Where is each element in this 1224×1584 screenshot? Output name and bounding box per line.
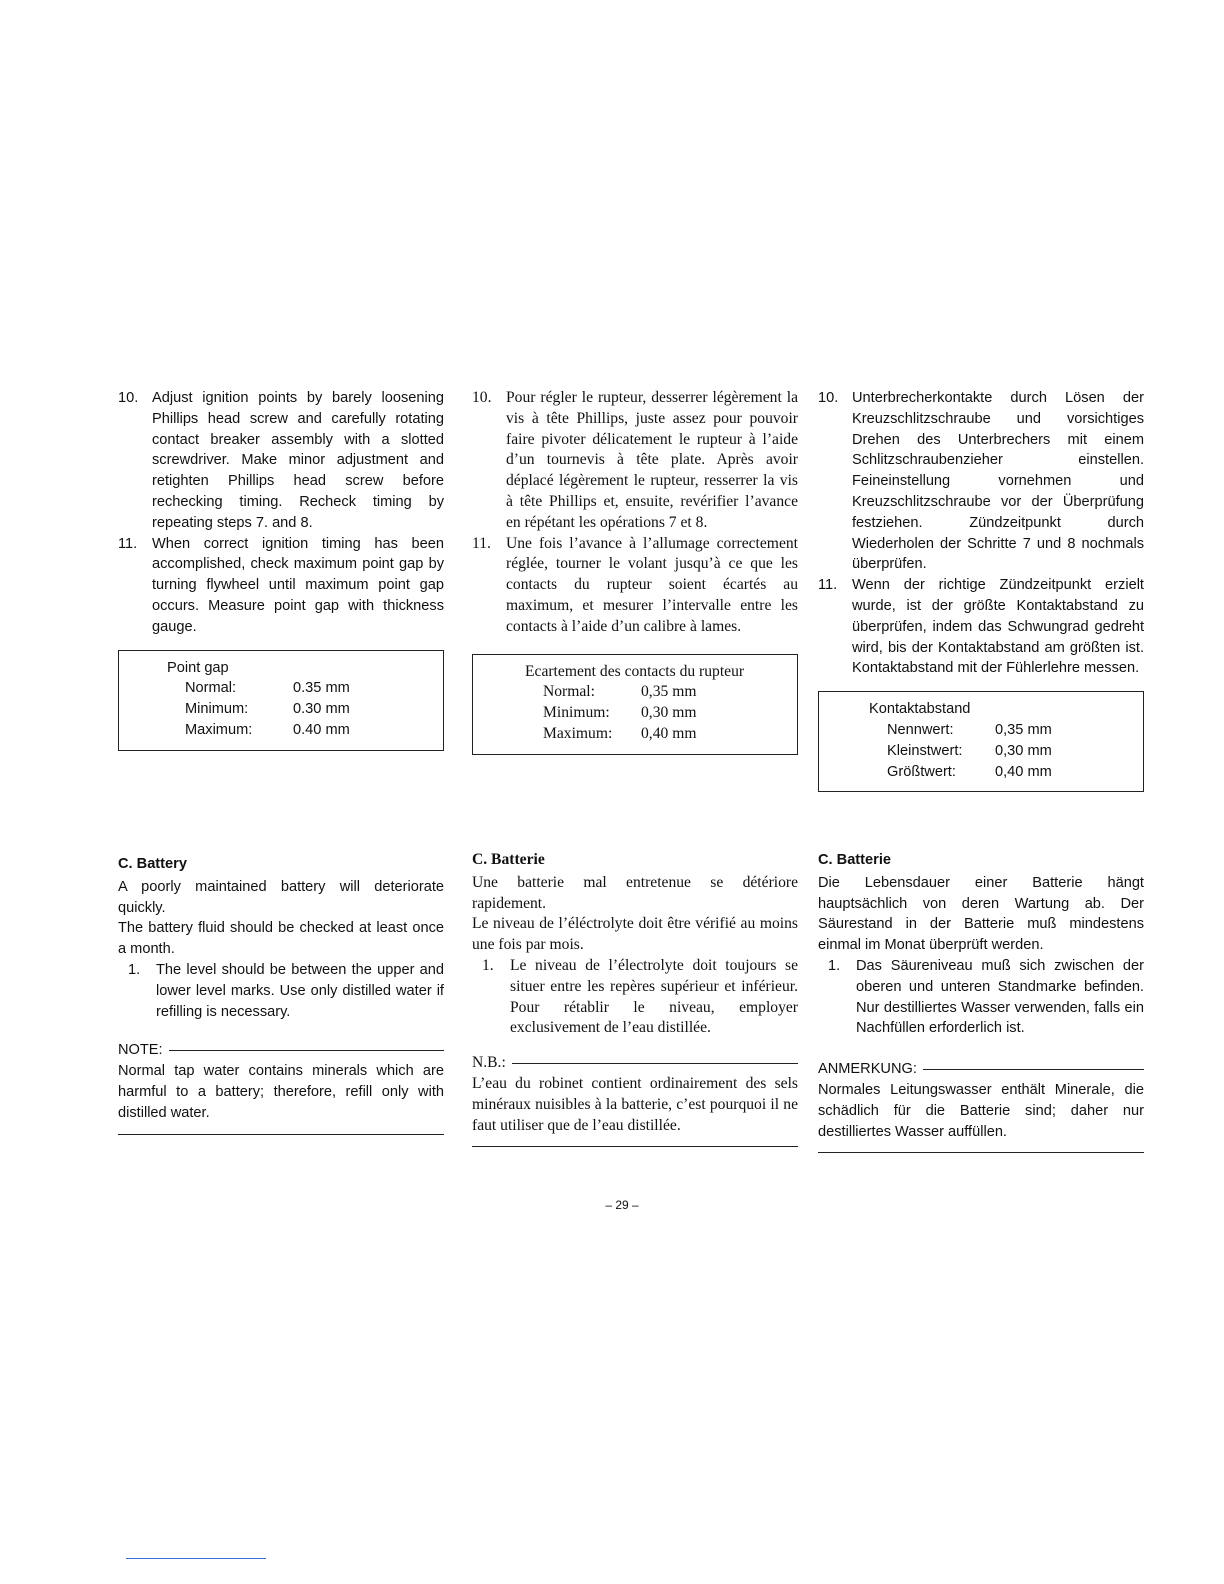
section-title: C. Batterie xyxy=(472,851,545,868)
point-gap-spec-box xyxy=(118,650,444,751)
paragraph: Une batterie mal entretenue se détériore rapidement. xyxy=(472,873,798,912)
spec-row xyxy=(473,682,797,703)
bottom-blue-line xyxy=(126,1558,266,1559)
spec-row xyxy=(819,762,1143,783)
spec-row xyxy=(119,720,443,741)
paragraph: A poorly maintained battery will deteriorate quickly. xyxy=(118,878,444,916)
note-header xyxy=(472,1053,798,1074)
page-number: – 29 – xyxy=(605,1198,639,1212)
substep-1 xyxy=(118,960,444,1022)
step-11 xyxy=(818,575,1144,679)
spec-label: Nennwert: xyxy=(887,721,954,738)
spec-value: 0.40 mm xyxy=(293,721,350,738)
step-number: 10. xyxy=(472,389,492,406)
step-text: When correct ignition timing has been accomplished, check maximum point gap by turning flywheel until maximum point gap occurs. Measure point gap with thickness gauge. xyxy=(152,535,444,635)
substep-text: The level should be between the upper and lower level marks. Use only distilled water if refilling is necessary. xyxy=(156,961,444,1020)
note-block xyxy=(472,1053,798,1147)
step-number: 11. xyxy=(818,577,838,594)
spec-label: Minimum: xyxy=(185,701,249,718)
spec-row xyxy=(473,703,797,724)
step-10 xyxy=(818,388,1144,575)
note-rule xyxy=(923,1069,1144,1070)
substep-text: Le niveau de l’électrolyte doit toujours se situer entre les repères supérieur et inférieur. Pour rétablir le niveau, employer exclusivement de l’eau distillée. xyxy=(510,956,798,1037)
english-column xyxy=(118,388,444,751)
spec-value: 0,35 mm xyxy=(995,721,1052,738)
spec-value: 0,35 mm xyxy=(641,683,697,701)
step-text: Pour régler le rupteur, desserrer légèrement la vis à tête Phillips, juste assez pour pouvoir faire pivoter délicatement le rupteur à l’aide d’un tournevis à tête plate. Après avoir déplacé légèrement le rupteur, resserrer la vis à tête Phillips et, ensuite, revérifier l’avance en répétant les opérations 7 et 8. xyxy=(506,389,798,531)
spec-value: 0.35 mm xyxy=(293,680,350,697)
spec-row xyxy=(819,741,1143,762)
spec-value: 0,30 mm xyxy=(995,742,1052,759)
step-text: Adjust ignition points by barely loosening Phillips head screw and carefully rotating contact breaker assembly with a slotted screwdriver. Make minor adjustment and retighten Phillips head screw before rechecking timing. Recheck timing by repeating steps 7. and 8. xyxy=(152,390,444,531)
paragraph: Die Lebensdauer einer Batterie hängt hauptsächlich von deren Wartung ab. Der Säurestand in der Batterie muß mindestens einmal im Monat überprüft werden. xyxy=(818,874,1144,954)
spec-row xyxy=(119,678,443,699)
spec-label: Maximum: xyxy=(185,721,253,738)
substep-1 xyxy=(472,956,798,1039)
section-title: C. Batterie xyxy=(818,852,891,868)
note-text: Normal tap water contains minerals which are harmful to a battery; therefore, refill only with distilled water. xyxy=(118,1063,444,1121)
step-number: 10. xyxy=(818,390,839,406)
french-battery-section xyxy=(472,850,798,1147)
step-number: 11. xyxy=(472,534,491,552)
german-column xyxy=(818,388,1144,792)
point-gap-spec-box xyxy=(818,691,1144,792)
note-label: N.B.: xyxy=(472,1054,506,1072)
paragraph: Le niveau de l’éléctrolyte doit être vérifié au moins une fois par mois. xyxy=(472,915,798,954)
substep-text: Das Säureniveau muß sich zwischen der oberen und unteren Standmarke befinden. Nur destilliertes Wasser verwenden, falls ein Nachfüllen erforderlich ist. xyxy=(856,957,1144,1037)
english-battery-section xyxy=(118,850,444,1135)
spec-value: 0,30 mm xyxy=(641,704,697,722)
spec-label: Größtwert: xyxy=(887,763,956,780)
spec-label: Minimum: xyxy=(543,704,610,722)
note-text: Normales Leitungswasser enthält Minerale, die schädlich für die Batterie sind; daher nur destilliertes Wasser auffüllen. xyxy=(818,1081,1144,1140)
note-label: ANMERKUNG: xyxy=(818,1061,917,1078)
spec-row xyxy=(119,699,443,720)
spec-title: Point gap xyxy=(167,659,229,676)
note-text: L’eau du robinet contient ordinairement des sels minéraux nuisibles à la batterie, c’est pourquoi il ne faut utiliser que de l’eau distillée. xyxy=(472,1074,798,1134)
note-end-rule xyxy=(118,1134,444,1135)
spec-label: Maximum: xyxy=(543,724,613,742)
french-column xyxy=(472,388,798,755)
note-end-rule xyxy=(818,1152,1144,1153)
step-10 xyxy=(472,388,798,534)
step-text: Une fois l’avance à l’allumage correctement réglée, tourner le volant jusqu’à ce que les contacts du rupteur soient écartés au maximum, et mesurer l’intervalle entre les contacts à l’aide d’un calibre à lames. xyxy=(506,534,798,635)
step-text: Wenn der richtige Zündzeitpunkt erzielt wurde, ist der größte Kontaktabstand zu überprüfen, indem das Schwungrad gedreht wird, bis der Kontaktabstand am größten ist. Kontaktabstand mit der Fühlerlehre messen. xyxy=(852,577,1144,677)
spec-value: 0,40 mm xyxy=(995,763,1052,780)
step-10 xyxy=(118,388,444,534)
german-battery-section xyxy=(818,850,1144,1153)
step-number: 11. xyxy=(118,535,138,552)
substep-number: 1. xyxy=(128,961,141,978)
spec-value: 0,40 mm xyxy=(641,724,697,742)
section-title: C. Battery xyxy=(118,856,187,872)
substep-number: 1. xyxy=(828,957,841,974)
note-end-rule xyxy=(472,1146,798,1147)
step-number: 10. xyxy=(118,390,139,406)
step-11 xyxy=(472,534,798,638)
substep-number: 1. xyxy=(482,956,494,974)
spec-row xyxy=(819,720,1143,741)
note-header xyxy=(818,1059,1144,1080)
paragraph: The battery fluid should be checked at least once a month. xyxy=(118,920,444,958)
note-label: NOTE: xyxy=(118,1042,163,1059)
spec-title: Ecartement des contacts du rupteur xyxy=(525,662,745,680)
note-header xyxy=(118,1040,444,1061)
note-block xyxy=(818,1059,1144,1153)
step-11 xyxy=(118,534,444,638)
point-gap-spec-box xyxy=(472,654,798,755)
substep-1 xyxy=(818,956,1144,1039)
note-rule xyxy=(512,1063,798,1064)
spec-value: 0.30 mm xyxy=(293,701,350,718)
spec-title: Kontaktabstand xyxy=(869,701,971,718)
note-rule xyxy=(169,1050,444,1051)
spec-label: Normal: xyxy=(185,680,237,697)
step-text: Unterbrecherkontakte durch Lösen der Kreuzschlitzschraube und vorsichtiges Drehen des Unterbrechers mit einem Schlitzschraubenzieher einstellen. Feineinstellung vornehmen und Kreuzschlitzschraube vor der Überprüfung festziehen. Zündzeitpunkt durch Wiederholen der Schritte 7 und 8 nochmals überprüfen. xyxy=(852,390,1144,573)
spec-label: Normal: xyxy=(543,683,595,701)
note-block xyxy=(118,1040,444,1134)
spec-label: Kleinstwert: xyxy=(887,742,963,759)
spec-row xyxy=(473,724,797,745)
